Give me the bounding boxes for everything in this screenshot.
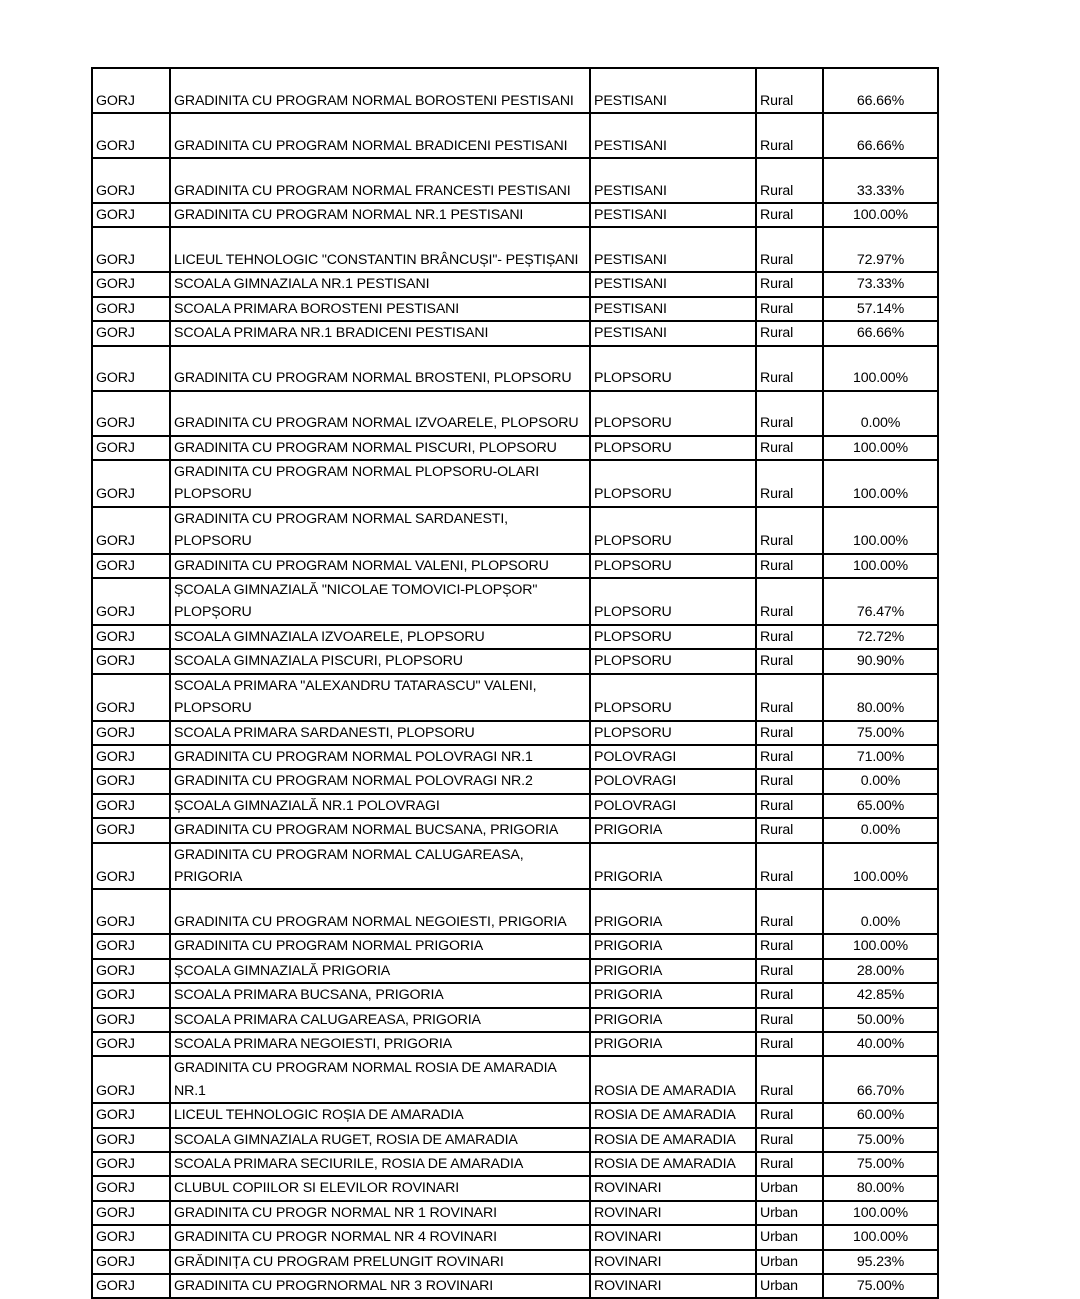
locality-cell: PESTISANI	[590, 158, 756, 203]
table-row	[92, 1225, 938, 1249]
table-row	[92, 1008, 938, 1032]
environment-cell: Rural	[756, 1032, 823, 1056]
county-cell: GORJ	[92, 272, 170, 296]
percentage-cell: 75.00%	[823, 1274, 938, 1298]
table-row	[92, 554, 938, 578]
environment-cell: Rural	[756, 460, 823, 507]
county-cell: GORJ	[92, 1152, 170, 1176]
locality-cell: PESTISANI	[590, 272, 756, 296]
percentage-cell: 60.00%	[823, 1103, 938, 1127]
county-cell: GORJ	[92, 721, 170, 745]
environment-cell: Rural	[756, 745, 823, 769]
locality-cell: POLOVRAGI	[590, 794, 756, 818]
county-cell: GORJ	[92, 649, 170, 673]
school-name-cell: GRADINITA CU PROGRAM NORMAL BOROSTENI PESTISANI	[170, 68, 590, 113]
table-row	[92, 794, 938, 818]
school-name-cell: SCOALA GIMNAZIALA RUGET, ROSIA DE AMARADIA	[170, 1128, 590, 1152]
percentage-cell: 65.00%	[823, 794, 938, 818]
school-name-cell: GRADINITA CU PROGR NORMAL NR 4 ROVINARI	[170, 1225, 590, 1249]
locality-cell: PRIGORIA	[590, 1008, 756, 1032]
percentage-cell: 50.00%	[823, 1008, 938, 1032]
locality-cell: ROSIA DE AMARADIA	[590, 1128, 756, 1152]
school-name-cell: ȘCOALA GIMNAZIALĂ "NICOLAE TOMOVICI-PLOPȘOR" PLOPȘORU	[170, 578, 590, 625]
locality-cell: ROSIA DE AMARADIA	[590, 1103, 756, 1127]
environment-cell: Rural	[756, 1152, 823, 1176]
percentage-cell: 100.00%	[823, 507, 938, 554]
locality-cell: PESTISANI	[590, 227, 756, 272]
school-name-cell: ȘCOALA GIMNAZIALĂ PRIGORIA	[170, 959, 590, 983]
percentage-cell: 66.66%	[823, 113, 938, 158]
county-cell: GORJ	[92, 391, 170, 436]
table-row	[92, 745, 938, 769]
percentage-cell: 100.00%	[823, 554, 938, 578]
locality-cell: PLOPSORU	[590, 460, 756, 507]
environment-cell: Rural	[756, 1056, 823, 1103]
school-name-cell: GRADINITA CU PROGRAM NORMAL CALUGAREASA, PRIGORIA	[170, 843, 590, 890]
locality-cell: ROVINARI	[590, 1250, 756, 1274]
percentage-cell: 90.90%	[823, 649, 938, 673]
environment-cell: Rural	[756, 158, 823, 203]
county-cell: GORJ	[92, 554, 170, 578]
environment-cell: Rural	[756, 227, 823, 272]
environment-cell: Rural	[756, 1008, 823, 1032]
percentage-cell: 100.00%	[823, 1201, 938, 1225]
locality-cell: PLOPSORU	[590, 346, 756, 391]
table-row	[92, 1250, 938, 1274]
school-name-cell: GRADINITA CU PROGRAM NORMAL IZVOARELE, PLOPSORU	[170, 391, 590, 436]
county-cell: GORJ	[92, 959, 170, 983]
percentage-cell: 75.00%	[823, 1128, 938, 1152]
environment-cell: Rural	[756, 934, 823, 958]
table-row	[92, 674, 938, 721]
table-row	[92, 1056, 938, 1103]
table-row	[92, 889, 938, 934]
school-name-cell: LICEUL TEHNOLOGIC "CONSTANTIN BRÂNCUȘI"- PEȘTIȘANI	[170, 227, 590, 272]
percentage-cell: 80.00%	[823, 1176, 938, 1200]
percentage-cell: 72.97%	[823, 227, 938, 272]
percentage-cell: 75.00%	[823, 721, 938, 745]
environment-cell: Rural	[756, 554, 823, 578]
table-row	[92, 625, 938, 649]
percentage-cell: 100.00%	[823, 843, 938, 890]
percentage-cell: 0.00%	[823, 391, 938, 436]
table-row	[92, 843, 938, 890]
school-name-cell: GRADINITA CU PROGRAM NORMAL NR.1 PESTISANI	[170, 203, 590, 227]
school-name-cell: SCOALA PRIMARA NEGOIESTI, PRIGORIA	[170, 1032, 590, 1056]
locality-cell: ROVINARI	[590, 1201, 756, 1225]
percentage-cell: 0.00%	[823, 818, 938, 842]
school-name-cell: GRĂDINIȚA CU PROGRAM PRELUNGIT ROVINARI	[170, 1250, 590, 1274]
percentage-cell: 100.00%	[823, 346, 938, 391]
county-cell: GORJ	[92, 578, 170, 625]
locality-cell: ROVINARI	[590, 1225, 756, 1249]
locality-cell: ROVINARI	[590, 1176, 756, 1200]
table-row	[92, 460, 938, 507]
table-row	[92, 818, 938, 842]
table-row	[92, 346, 938, 391]
school-name-cell: GRADINITA CU PROGRNORMAL NR 3 ROVINARI	[170, 1274, 590, 1298]
county-cell: GORJ	[92, 843, 170, 890]
school-name-cell: GRADINITA CU PROGRAM NORMAL VALENI, PLOPSORU	[170, 554, 590, 578]
table-row	[92, 578, 938, 625]
locality-cell: PLOPSORU	[590, 578, 756, 625]
environment-cell: Urban	[756, 1225, 823, 1249]
table-row	[92, 1274, 938, 1298]
environment-cell: Rural	[756, 1103, 823, 1127]
percentage-cell: 100.00%	[823, 460, 938, 507]
table-row	[92, 721, 938, 745]
percentage-cell: 66.66%	[823, 321, 938, 345]
locality-cell: PRIGORIA	[590, 843, 756, 890]
percentage-cell: 0.00%	[823, 889, 938, 934]
school-name-cell: CLUBUL COPIILOR SI ELEVILOR ROVINARI	[170, 1176, 590, 1200]
locality-cell: PLOPSORU	[590, 391, 756, 436]
school-name-cell: SCOALA PRIMARA "ALEXANDRU TATARASCU" VALENI, PLOPSORU	[170, 674, 590, 721]
table-row	[92, 1201, 938, 1225]
locality-cell: PLOPSORU	[590, 674, 756, 721]
county-cell: GORJ	[92, 1103, 170, 1127]
county-cell: GORJ	[92, 1201, 170, 1225]
county-cell: GORJ	[92, 507, 170, 554]
school-name-cell: SCOALA PRIMARA BOROSTENI PESTISANI	[170, 297, 590, 321]
table-row	[92, 203, 938, 227]
locality-cell: PESTISANI	[590, 321, 756, 345]
environment-cell: Rural	[756, 1128, 823, 1152]
school-name-cell: SCOALA PRIMARA CALUGAREASA, PRIGORIA	[170, 1008, 590, 1032]
table-row	[92, 391, 938, 436]
table-row	[92, 1152, 938, 1176]
environment-cell: Rural	[756, 625, 823, 649]
school-name-cell: SCOALA PRIMARA BUCSANA, PRIGORIA	[170, 983, 590, 1007]
environment-cell: Rural	[756, 297, 823, 321]
table-row	[92, 68, 938, 113]
percentage-cell: 28.00%	[823, 959, 938, 983]
table-row	[92, 769, 938, 793]
school-name-cell: GRADINITA CU PROGRAM NORMAL PLOPSORU-OLARI PLOPSORU	[170, 460, 590, 507]
environment-cell: Rural	[756, 959, 823, 983]
environment-cell: Rural	[756, 769, 823, 793]
county-cell: GORJ	[92, 794, 170, 818]
school-name-cell: GRADINITA CU PROGRAM NORMAL BUCSANA, PRIGORIA	[170, 818, 590, 842]
percentage-cell: 80.00%	[823, 674, 938, 721]
table-row	[92, 321, 938, 345]
table-row	[92, 227, 938, 272]
county-cell: GORJ	[92, 321, 170, 345]
table-row	[92, 1103, 938, 1127]
table-row	[92, 649, 938, 673]
environment-cell: Rural	[756, 649, 823, 673]
table-row	[92, 113, 938, 158]
locality-cell: POLOVRAGI	[590, 769, 756, 793]
locality-cell: PESTISANI	[590, 297, 756, 321]
table-row	[92, 1176, 938, 1200]
locality-cell: ROVINARI	[590, 1274, 756, 1298]
school-name-cell: SCOALA GIMNAZIALA NR.1 PESTISANI	[170, 272, 590, 296]
county-cell: GORJ	[92, 227, 170, 272]
locality-cell: PRIGORIA	[590, 1032, 756, 1056]
environment-cell: Rural	[756, 674, 823, 721]
environment-cell: Rural	[756, 983, 823, 1007]
school-name-cell: SCOALA GIMNAZIALA IZVOARELE, PLOPSORU	[170, 625, 590, 649]
locality-cell: ROSIA DE AMARADIA	[590, 1056, 756, 1103]
environment-cell: Urban	[756, 1250, 823, 1274]
school-name-cell: GRADINITA CU PROGRAM NORMAL NEGOIESTI, PRIGORIA	[170, 889, 590, 934]
locality-cell: PRIGORIA	[590, 934, 756, 958]
environment-cell: Rural	[756, 113, 823, 158]
school-name-cell: GRADINITA CU PROGRAM NORMAL FRANCESTI PESTISANI	[170, 158, 590, 203]
table-row	[92, 507, 938, 554]
county-cell: GORJ	[92, 818, 170, 842]
environment-cell: Rural	[756, 68, 823, 113]
school-name-cell: GRADINITA CU PROGRAM NORMAL BRADICENI PESTISANI	[170, 113, 590, 158]
locality-cell: PRIGORIA	[590, 818, 756, 842]
table-row	[92, 1032, 938, 1056]
locality-cell: PLOPSORU	[590, 625, 756, 649]
county-cell: GORJ	[92, 625, 170, 649]
county-cell: GORJ	[92, 158, 170, 203]
table-row	[92, 959, 938, 983]
county-cell: GORJ	[92, 1225, 170, 1249]
environment-cell: Rural	[756, 346, 823, 391]
county-cell: GORJ	[92, 68, 170, 113]
school-name-cell: GRADINITA CU PROGRAM NORMAL ROSIA DE AMARADIA NR.1	[170, 1056, 590, 1103]
percentage-cell: 100.00%	[823, 436, 938, 460]
locality-cell: POLOVRAGI	[590, 745, 756, 769]
percentage-cell: 66.66%	[823, 68, 938, 113]
locality-cell: PRIGORIA	[590, 959, 756, 983]
school-name-cell: GRADINITA CU PROGRAM NORMAL BROSTENI, PLOPSORU	[170, 346, 590, 391]
county-cell: GORJ	[92, 1128, 170, 1152]
school-name-cell: GRADINITA CU PROGRAM NORMAL PRIGORIA	[170, 934, 590, 958]
county-cell: GORJ	[92, 297, 170, 321]
percentage-cell: 72.72%	[823, 625, 938, 649]
school-name-cell: GRADINITA CU PROGRAM NORMAL POLOVRAGI NR.2	[170, 769, 590, 793]
environment-cell: Rural	[756, 578, 823, 625]
school-name-cell: SCOALA PRIMARA SARDANESTI, PLOPSORU	[170, 721, 590, 745]
environment-cell: Rural	[756, 203, 823, 227]
locality-cell: PLOPSORU	[590, 649, 756, 673]
county-cell: GORJ	[92, 1032, 170, 1056]
county-cell: GORJ	[92, 436, 170, 460]
locality-cell: PLOPSORU	[590, 436, 756, 460]
environment-cell: Rural	[756, 436, 823, 460]
table-row	[92, 1128, 938, 1152]
environment-cell: Rural	[756, 794, 823, 818]
environment-cell: Rural	[756, 843, 823, 890]
percentage-cell: 42.85%	[823, 983, 938, 1007]
county-cell: GORJ	[92, 1274, 170, 1298]
locality-cell: ROSIA DE AMARADIA	[590, 1152, 756, 1176]
school-name-cell: GRADINITA CU PROGRAM NORMAL SARDANESTI, PLOPSORU	[170, 507, 590, 554]
percentage-cell: 33.33%	[823, 158, 938, 203]
table-row	[92, 158, 938, 203]
county-cell: GORJ	[92, 674, 170, 721]
table-row	[92, 436, 938, 460]
county-cell: GORJ	[92, 113, 170, 158]
county-cell: GORJ	[92, 1056, 170, 1103]
percentage-cell: 57.14%	[823, 297, 938, 321]
locality-cell: PLOPSORU	[590, 507, 756, 554]
school-name-cell: SCOALA PRIMARA SECIURILE, ROSIA DE AMARADIA	[170, 1152, 590, 1176]
locality-cell: PRIGORIA	[590, 983, 756, 1007]
percentage-cell: 73.33%	[823, 272, 938, 296]
percentage-cell: 100.00%	[823, 934, 938, 958]
schools-table	[91, 67, 939, 1299]
school-name-cell: LICEUL TEHNOLOGIC ROȘIA DE AMARADIA	[170, 1103, 590, 1127]
locality-cell: PESTISANI	[590, 113, 756, 158]
environment-cell: Rural	[756, 889, 823, 934]
table-row	[92, 297, 938, 321]
locality-cell: PESTISANI	[590, 203, 756, 227]
percentage-cell: 95.23%	[823, 1250, 938, 1274]
school-name-cell: GRADINITA CU PROGR NORMAL NR 1 ROVINARI	[170, 1201, 590, 1225]
environment-cell: Urban	[756, 1274, 823, 1298]
school-name-cell: SCOALA GIMNAZIALA PISCURI, PLOPSORU	[170, 649, 590, 673]
table-row	[92, 983, 938, 1007]
locality-cell: PESTISANI	[590, 68, 756, 113]
percentage-cell: 100.00%	[823, 1225, 938, 1249]
environment-cell: Rural	[756, 721, 823, 745]
table-body	[92, 68, 938, 1298]
school-name-cell: GRADINITA CU PROGRAM NORMAL POLOVRAGI NR.1	[170, 745, 590, 769]
county-cell: GORJ	[92, 460, 170, 507]
table-row	[92, 272, 938, 296]
locality-cell: PRIGORIA	[590, 889, 756, 934]
percentage-cell: 0.00%	[823, 769, 938, 793]
county-cell: GORJ	[92, 745, 170, 769]
environment-cell: Rural	[756, 507, 823, 554]
environment-cell: Urban	[756, 1201, 823, 1225]
percentage-cell: 71.00%	[823, 745, 938, 769]
county-cell: GORJ	[92, 1250, 170, 1274]
environment-cell: Rural	[756, 272, 823, 296]
county-cell: GORJ	[92, 934, 170, 958]
county-cell: GORJ	[92, 1176, 170, 1200]
county-cell: GORJ	[92, 889, 170, 934]
county-cell: GORJ	[92, 1008, 170, 1032]
percentage-cell: 40.00%	[823, 1032, 938, 1056]
table-row	[92, 934, 938, 958]
county-cell: GORJ	[92, 346, 170, 391]
county-cell: GORJ	[92, 983, 170, 1007]
county-cell: GORJ	[92, 769, 170, 793]
school-name-cell: SCOALA PRIMARA NR.1 BRADICENI PESTISANI	[170, 321, 590, 345]
school-name-cell: GRADINITA CU PROGRAM NORMAL PISCURI, PLOPSORU	[170, 436, 590, 460]
environment-cell: Urban	[756, 1176, 823, 1200]
percentage-cell: 100.00%	[823, 203, 938, 227]
school-name-cell: ȘCOALA GIMNAZIALĂ NR.1 POLOVRAGI	[170, 794, 590, 818]
locality-cell: PLOPSORU	[590, 721, 756, 745]
locality-cell: PLOPSORU	[590, 554, 756, 578]
percentage-cell: 76.47%	[823, 578, 938, 625]
percentage-cell: 66.70%	[823, 1056, 938, 1103]
environment-cell: Rural	[756, 321, 823, 345]
percentage-cell: 75.00%	[823, 1152, 938, 1176]
environment-cell: Rural	[756, 818, 823, 842]
county-cell: GORJ	[92, 203, 170, 227]
environment-cell: Rural	[756, 391, 823, 436]
